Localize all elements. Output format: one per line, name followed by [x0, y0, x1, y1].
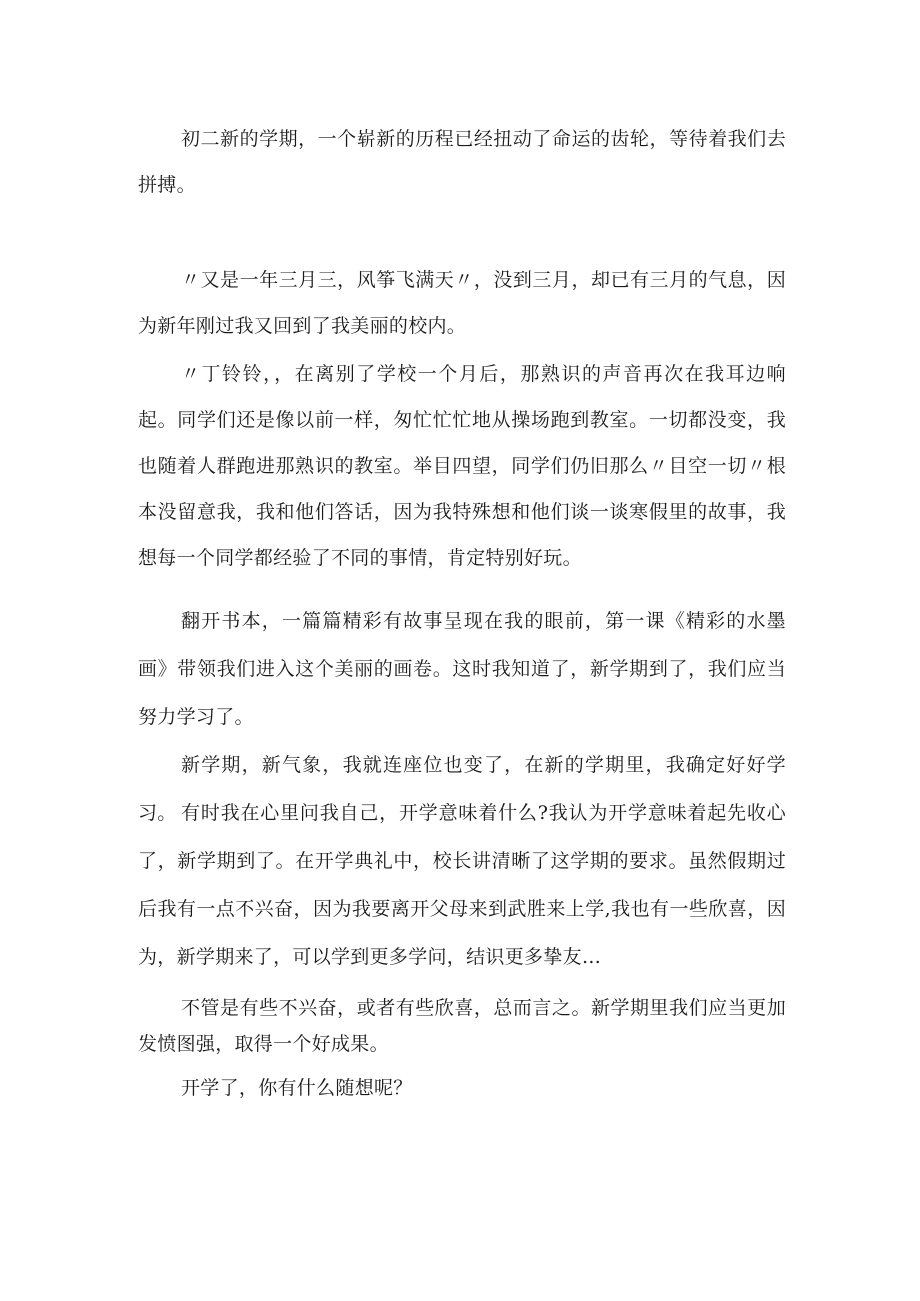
paragraph-5: 新学期，新气象，我就连座位也变了，在新的学期里，我确定好好学习。 — [138, 754, 786, 824]
paragraph-7: 不管是有些不兴奋，或者有些欣喜，总而言之。新学期里我们应当更加发愤图强，取得一个好成果。 — [138, 997, 786, 1055]
paragraph-3: 〃丁铃铃，，在离别了学校一个月后，那熟识的声音再次在我耳边响起。同学们还是像以前一样，匆忙忙忙地从操场跑到教室。一切都没变，我也随着人群跑进那熟识的教室。举目四望，同学们仍旧那么〃目空一切〃根本没留意我，我和他们答话，因为我特殊想和他们谈一谈寒假里的故事，我想每一个同学都经验了不同的事情，肯定特别好玩。 — [138, 363, 786, 569]
paragraph-4: 翻开书本，一篇篇精彩有故事呈现在我的眼前，第一课《精彩的水墨画》带领我们进入这个美丽的画卷。这时我知道了，新学期到了，我们应当努力学习了。 — [138, 610, 786, 728]
paragraph-6: 有时我在心里问我自己，开学意味着什么?我认为开学意味着起先收心了，新学期到了。在开学典礼中，校长讲清晰了这学期的要求。虽然假期过后我有一点不兴奋，因为我要离开父母来到武胜来上学,我也有一些欣喜，因为，新学期来了，可以学到更多学问，结识更多挚友… — [138, 802, 786, 968]
paragraph-8: 开学了，你有什么随想呢？ — [181, 1077, 413, 1099]
paragraph-1: 初二新的学期，一个崭新的历程已经扭动了命运的齿轮，等待着我们去拼搏。 — [138, 128, 786, 196]
paragraph-2: 〃又是一年三月三，风筝飞满天〃，没到三月，却已有三月的气息，因为新年刚过我又回到了我美丽的校内。 — [138, 269, 786, 337]
